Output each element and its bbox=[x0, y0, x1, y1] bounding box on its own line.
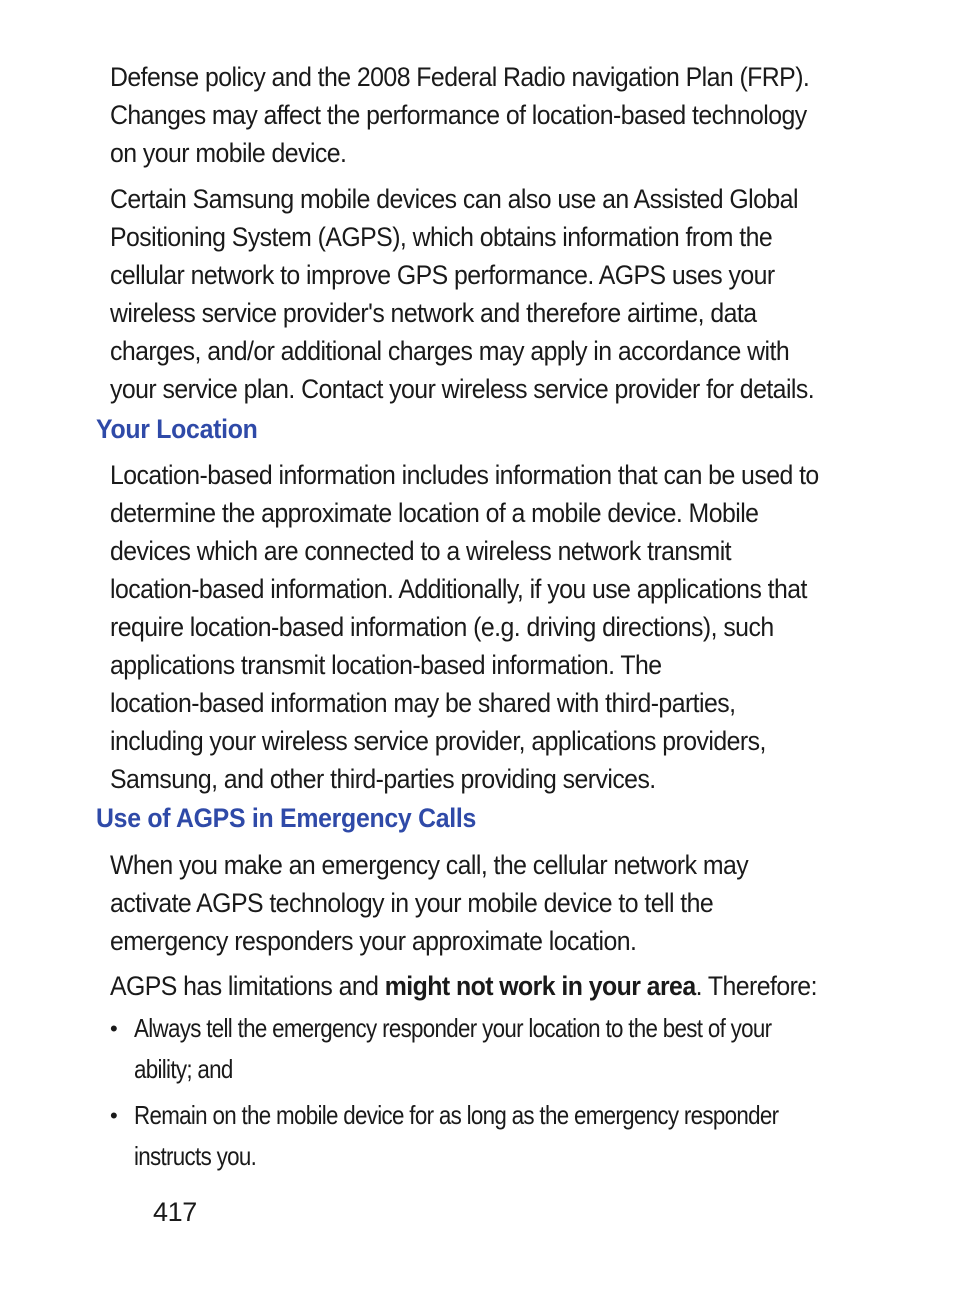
bullet-dot-icon: • bbox=[110, 1103, 117, 1128]
text-line: on your mobile device. bbox=[110, 138, 347, 168]
limitations-warning-bold: might not work in your area bbox=[384, 971, 696, 1001]
text-line: When you make an emergency call, the cellular network may bbox=[110, 850, 749, 880]
text-line: activate AGPS technology in your mobile device to tell the bbox=[110, 888, 714, 918]
paragraph-location-info bbox=[110, 456, 818, 798]
page-number: 417 bbox=[153, 1197, 197, 1227]
text-line: Always tell the emergency responder your location to the best of your bbox=[134, 1013, 772, 1043]
paragraph-agps-limitations bbox=[110, 967, 818, 1005]
text-line: charges, and/or additional charges may apply in accordance with bbox=[110, 336, 790, 366]
text-line: applications transmit location-based information. The bbox=[110, 650, 662, 680]
text-line: Changes may affect the performance of location-based technology bbox=[110, 100, 807, 130]
text-line: devices which are connected to a wireless network transmit bbox=[110, 536, 732, 566]
text-line: instructs you. bbox=[134, 1141, 257, 1171]
text-line: ability; and bbox=[134, 1054, 233, 1084]
text-line: require location-based information (e.g. driving directions), such bbox=[110, 612, 774, 642]
bullet-text bbox=[134, 1095, 778, 1177]
text-line: Certain Samsung mobile devices can also use an Assisted Global bbox=[110, 184, 798, 214]
text-line: Remain on the mobile device for as long as the emergency responder bbox=[134, 1100, 779, 1130]
bullet-dot-icon: • bbox=[110, 1016, 117, 1041]
text-line: Defense policy and the 2008 Federal Radio navigation Plan (FRP). bbox=[110, 62, 810, 92]
text-line: Samsung, and other third-parties providing services. bbox=[110, 764, 656, 794]
text-line: determine the approximate location of a mobile device. Mobile bbox=[110, 498, 759, 528]
paragraph-emergency-call bbox=[110, 846, 818, 960]
text-line: emergency responders your approximate location. bbox=[110, 926, 637, 956]
section-heading-your-location: Your Location bbox=[96, 414, 258, 444]
paragraph-frp-policy bbox=[110, 58, 818, 172]
text-line: location-based information may be shared with third-parties, bbox=[110, 688, 736, 718]
text-line: cellular network to improve GPS performance. AGPS uses your bbox=[110, 260, 775, 290]
text-line: Positioning System (AGPS), which obtains information from the bbox=[110, 222, 773, 252]
text-line: location-based information. Additionally, if you use applications that bbox=[110, 574, 807, 604]
text-line: Location-based information includes information that can be used to bbox=[110, 460, 819, 490]
text-line: your service plan. Contact your wireless service provider for details. bbox=[110, 374, 815, 404]
text-line: including your wireless service provider, applications providers, bbox=[110, 726, 766, 756]
bullet-text bbox=[134, 1008, 771, 1090]
text-line: wireless service provider's network and therefore airtime, data bbox=[110, 298, 757, 328]
paragraph-agps-intro bbox=[110, 180, 818, 408]
limitations-text-start: AGPS has limitations and bbox=[110, 971, 385, 1001]
section-heading-agps-emergency: Use of AGPS in Emergency Calls bbox=[96, 803, 477, 833]
limitations-text-end: . Therefore: bbox=[695, 971, 817, 1001]
text-line bbox=[110, 967, 818, 1005]
